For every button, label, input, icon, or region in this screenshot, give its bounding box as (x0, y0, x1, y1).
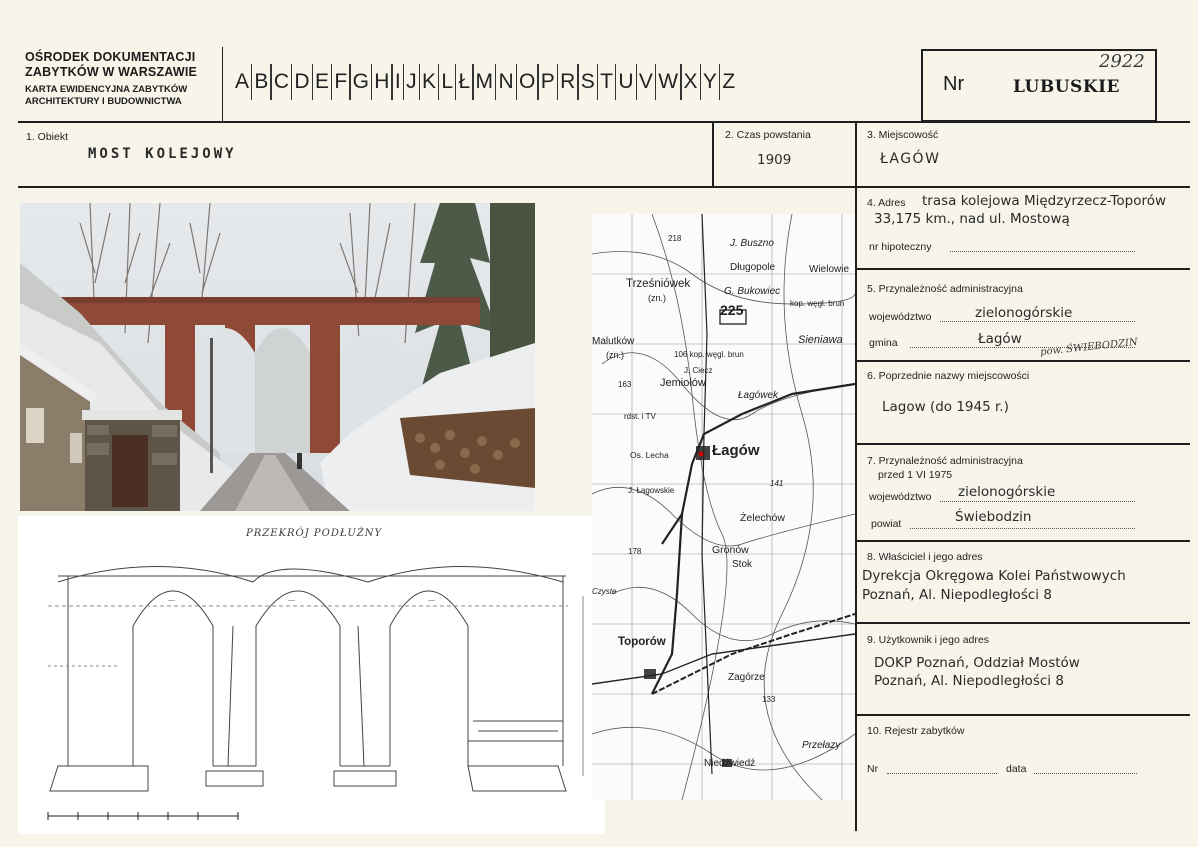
index-letter-h: H (374, 70, 390, 93)
map-label: Sieniawa (798, 334, 843, 346)
map-label: Zagórze (728, 672, 765, 683)
map-label: Malutków (592, 336, 635, 347)
map-label: Niedźwiedź (704, 758, 756, 769)
index-letter-x: X (683, 70, 698, 93)
map-label: 178 (628, 547, 642, 556)
number-box (921, 49, 1157, 122)
index-letter-y: Y (702, 70, 717, 93)
wojewodztwo-label: województwo (869, 311, 932, 323)
map-label: Toporów (618, 636, 666, 648)
index-letter-r: R (560, 70, 576, 93)
adres-label: 4. Adres (867, 197, 906, 209)
map-label: Stok (732, 559, 753, 570)
map-label: (zn.) (648, 293, 666, 303)
svg-text:—: — (168, 596, 175, 604)
wlasciciel-label: 8. Właściciel i jego adres (867, 551, 983, 563)
map-label: rdst. i TV (624, 412, 656, 421)
index-letter-j: J (406, 70, 417, 93)
powiat-value: Świebodzin (955, 509, 1032, 525)
wlasciciel-line2: Poznań, Al. Niepodległości 8 (862, 587, 1052, 603)
drawing-title: PRZEKRÓJ PODŁUŻNY (246, 528, 383, 539)
obiekt-value: MOST KOLEJOWY (88, 146, 237, 162)
index-letter-g: G (352, 70, 369, 93)
rejestr-nr-line (887, 762, 997, 774)
rejestr-nr-label: Nr (867, 763, 879, 775)
row-rule (18, 186, 1190, 188)
obiekt-label: 1. Obiekt (26, 131, 69, 143)
longitudinal-section-drawing (18, 516, 605, 834)
location-map (592, 214, 855, 800)
map-label: kop. węgl. brun (790, 299, 845, 308)
poprzednie-value: Lagow (do 1945 r.) (882, 399, 1009, 415)
map-label: Przełazy (802, 740, 841, 751)
adres-line1: trasa kolejowa Międzyrzecz-Toporów (922, 193, 1167, 209)
index-letter-a: A (235, 70, 250, 93)
map-label: 218 (668, 234, 682, 243)
map-label: J. Buszno (730, 238, 774, 249)
map-label: Os. Lecha (630, 450, 669, 460)
index-letter-w: W (658, 70, 679, 93)
rejestr-data-line (1034, 762, 1137, 774)
map-label: Łagówek (738, 390, 779, 401)
map-label: 163 (618, 380, 632, 389)
index-letter-l: L (441, 70, 454, 93)
index-letter-i: I (394, 70, 401, 93)
przed-label-1: 7. Przynależność administracyjna (867, 455, 1023, 467)
row-rule (855, 622, 1190, 624)
header-rule (18, 121, 1190, 123)
map-label: 133 (762, 695, 776, 704)
gmina-label: gmina (869, 337, 898, 349)
index-letter-p: P (540, 70, 555, 93)
index-letter-z: Z (722, 70, 736, 93)
right-column-divider (855, 121, 857, 831)
svg-text:—: — (428, 596, 435, 604)
bridge-photo-image (20, 203, 535, 511)
gmina-value: Łagów (978, 331, 1022, 347)
wojewodztwo-value: zielonogórskie (975, 305, 1073, 321)
przynaleznosc-label: 5. Przynależność administracyjna (867, 283, 1023, 295)
divider (712, 121, 714, 186)
index-letter-s: S (580, 70, 595, 93)
index-letter-v: V (638, 70, 653, 93)
index-letter-k: K (421, 70, 436, 93)
map-label: Wielowie (809, 264, 850, 275)
index-letter-o: O (519, 70, 536, 93)
map-label: Jemiołów (660, 377, 706, 389)
row-rule (855, 443, 1190, 445)
index-letter-d: D (294, 70, 310, 93)
letter-index (222, 47, 922, 122)
map-label: Czyste (592, 587, 617, 596)
index-letter-u: U (618, 70, 634, 93)
index-letter-f: F (334, 70, 348, 93)
card-type: KARTA EWIDENCYJNA ZABYTKÓW ARCHITEKTURY I BUDOWNICTWA (25, 84, 188, 107)
powiat-label: powiat (871, 518, 902, 530)
hipoteczny-line (950, 240, 1135, 252)
wojewodztwo2-value: zielonogórskie (958, 484, 1056, 500)
svg-text:—: — (288, 596, 295, 604)
przed-label-2: przed 1 VI 1975 (878, 469, 953, 481)
map-label: J. Ciecz (684, 366, 713, 375)
map-label: 141 (770, 479, 784, 488)
map-label: Trześniówek (626, 278, 691, 290)
row-rule (855, 268, 1190, 270)
row-rule (855, 360, 1190, 362)
map-label: Gronów (712, 544, 749, 556)
rejestr-label: 10. Rejestr zabytków (867, 725, 965, 737)
uzytkownik-label: 9. Użytkownik i jego adres (867, 634, 989, 646)
wlasciciel-line1: Dyrekcja Okręgowa Kolei Państwowych (862, 568, 1126, 584)
map-label: 225 (720, 302, 744, 318)
row-rule (855, 714, 1190, 716)
index-letter-e: E (314, 70, 329, 93)
miejscowosc-value: ŁAGÓW (880, 151, 941, 167)
row-rule (855, 540, 1190, 542)
map-label: Żelechów (740, 512, 785, 524)
map-label: Łagów (712, 442, 760, 459)
index-letter-t: T (600, 70, 613, 93)
handwritten-number: 2922 (1099, 51, 1145, 72)
index-letter-b: B (254, 70, 269, 93)
czas-label: 2. Czas powstania (725, 129, 811, 141)
czas-value: 1909 (757, 152, 792, 168)
rejestr-data-label: data (1006, 763, 1027, 775)
index-letter-c: C (273, 70, 289, 93)
map-label: (zn.) (606, 350, 624, 360)
index-letter-m: M (475, 70, 494, 93)
hipoteczny-label: nr hipoteczny (869, 241, 932, 253)
region-stamp: LUBUSKIE (1013, 77, 1121, 97)
nr-label: Nr (943, 73, 965, 95)
miejscowosc-label: 3. Miejscowość (867, 129, 939, 141)
adres-line2: 33,175 km., nad ul. Mostową (874, 211, 1070, 227)
institution-name: OŚRODEK DOKUMENTACJI ZABYTKÓW W WARSZAWIE (25, 50, 198, 79)
section-drawing-svg (18, 516, 605, 834)
poprzednie-label: 6. Poprzednie nazwy miejscowości (867, 370, 1030, 382)
uzytkownik-line1: DOKP Poznań, Oddział Mostów (874, 655, 1080, 671)
map-label: Długopole (730, 262, 776, 273)
map-label: J. Łagowskie (628, 486, 675, 495)
uzytkownik-line2: Poznań, Al. Niepodległości 8 (874, 673, 1064, 689)
index-letter-n: N (498, 70, 514, 93)
bridge-photo (20, 203, 535, 511)
index-letter-ł: Ł (458, 70, 471, 93)
map-label: 106 kop. węgl. brun (674, 350, 744, 359)
wojewodztwo2-label: województwo (869, 491, 932, 503)
map-label: G. Bukowiec (724, 286, 781, 297)
gmina-handwritten: pow. ŚWIEBODZIN (1039, 336, 1139, 359)
